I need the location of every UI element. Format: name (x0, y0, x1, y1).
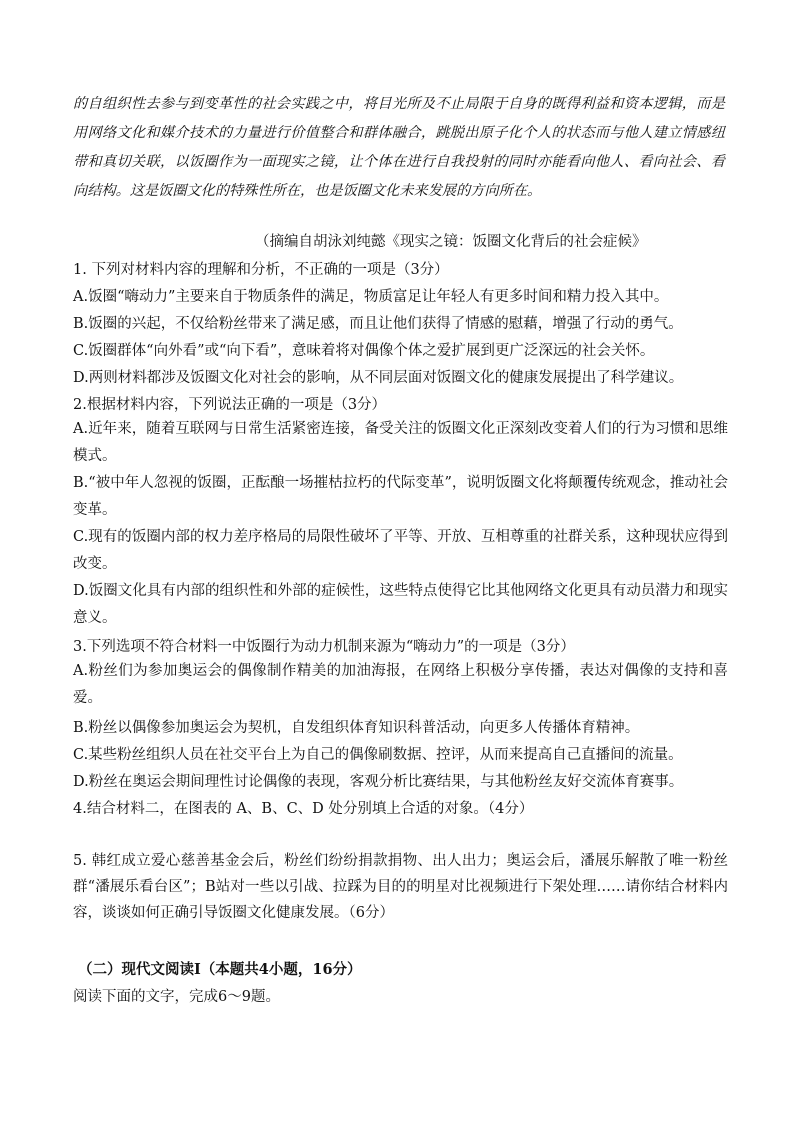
passage-paragraph: 的自组织性去参与到变革性的社会实践之中，将目光所及不止局限于自身的既得利益和资本逻辑，而是用网络文化和媒介技术的力量进行价值整合和群体融合，跳脱出原子化个人的状态而与他人建立情感纽带和真切关联，以饭圈作为一面现实之镜，让个体在进行自我投射的同时亦能看向他人、看向社会、看向结构。这是饭圈文化的特殊性所在，也是饭圈文化未来发展的方向所在。 (73, 96, 725, 199)
question-3-option-a: A.粉丝们为参加奥运会的偶像制作精美的加油海报，在网络上积极分享传播，表达对偶像的支持和喜爱。 (73, 663, 728, 706)
question-3-stem: 3.下列选项不符合材料一中饭圈行为动力机制来源为“嗨动力”的一项是（3分） (73, 639, 575, 655)
question-3-option-b: B.粉丝以偶像参加奥运会为契机，自发组织体育知识科普活动，向更多人传播体育精神。 (73, 720, 640, 736)
question-4-stem: 4.结合材料二，在图表的 A、B、C、D 处分别填上合适的对象。（4分） (73, 801, 534, 817)
source-citation: （摘编自胡泳刘纯懿《现实之镜：饭圈文化背后的社会症候》 (255, 234, 647, 250)
question-1-option-a: A.饭圈“嗨动力”主要来自于物质条件的满足，物质富足让年轻人有更多时间和精力投入其中。 (73, 289, 669, 305)
question-3-option-c: C.某些粉丝组织人员在社交平台上为自己的偶像刷数据、控评，从而来提高自己直播间的流量。 (73, 747, 683, 763)
section-instruction: 阅读下面的文字，完成6～9题。 (73, 989, 280, 1005)
question-1-option-b: B.饭圈的兴起，不仅给粉丝带来了满足感，而且让他们获得了情感的慰藉，增强了行动的勇气。 (73, 316, 683, 332)
question-2-option-b: B.“被中年人忽视的饭圈，正酝酿一场摧枯拉朽的代际变革”，说明饭圈文化将颠覆传统观念，推动社会变革。 (73, 475, 728, 518)
question-3-option-d: D.粉丝在奥运会期间理性讨论偶像的表现，客观分析比赛结果，与其他粉丝友好交流体育赛事。 (73, 774, 684, 790)
question-2-option-c: C.现有的饭圈内部的权力差序格局的局限性破坏了平等、开放、互相尊重的社群关系，这种现状应得到改变。 (73, 529, 728, 572)
question-2-option-d: D.饭圈文化具有内部的组织性和外部的症候性，这些特点使得它比其他网络文化更具有动员潜力和现实意义。 (73, 583, 728, 626)
question-2-stem: 2.根据材料内容，下列说法正确的一项是（3分） (73, 397, 387, 413)
question-1-stem: 1. 下列对材料内容的理解和分析，不正确的一项是（3分） (73, 262, 449, 278)
question-1-option-d: D.两则材料都涉及饭圈文化对社会的影响，从不同层面对饭圈文化的健康发展提出了科学建议。 (73, 370, 684, 386)
section-title: （二）现代文阅读Ⅰ（本题共4小题，16分） (78, 961, 362, 978)
question-2-option-a: A.近年来，随着互联网与日常生活紧密连接，备受关注的饭圈文化正深刻改变着人们的行为习惯和思维模式。 (73, 421, 728, 464)
question-1-option-c: C.饭圈群体“向外看”或“向下看”，意味着将对偶像个体之爱扩展到更广泛深远的社会关怀。 (73, 343, 655, 359)
question-5-stem: 5. 韩红成立爱心慈善基金会后，粉丝们纷纷捐款捐物、出人出力；奥运会后，潘展乐解散了唯一粉丝群“潘展乐看台区”；B站对一些以引战、拉踩为目的的明星对比视频进行下架处理……请你结合材料内容，谈谈如何正确引导饭圈文化健康发展。（6分） (73, 853, 728, 921)
